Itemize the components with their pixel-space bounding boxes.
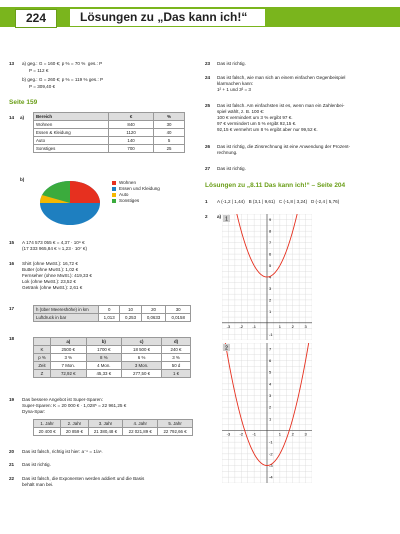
graph-number: 1 xyxy=(225,216,228,223)
table-cell: 240 € xyxy=(162,346,191,354)
table-cell: 0,253 xyxy=(120,314,141,322)
table-cell: 8 % xyxy=(86,354,122,362)
table-cell: 4 Mon. xyxy=(86,362,122,370)
table-cell: 18 500 € xyxy=(122,346,162,354)
task-number: 26 xyxy=(205,144,211,149)
table-cell: 40 xyxy=(154,129,185,137)
air-pressure-table xyxy=(33,305,191,322)
task-number: 13 xyxy=(9,61,15,66)
y-tick-label: -1 xyxy=(269,331,273,337)
table-cell: K xyxy=(34,346,51,354)
x-tick-label: 2 xyxy=(291,323,294,329)
table-cell: 22 792,66 € xyxy=(158,428,193,436)
page-header xyxy=(0,0,400,27)
table-cell: Wohnen xyxy=(34,121,109,129)
table-cell: 45,33 € xyxy=(86,370,122,378)
task-text: (17 333 965,84 € ≈ 1,23 · 10⁷ €) xyxy=(22,246,87,251)
task-number: 22 xyxy=(9,476,15,481)
table-header xyxy=(34,338,51,346)
table-cell: 21 380,48 € xyxy=(88,428,123,436)
legend-swatch xyxy=(112,193,116,197)
task-text: Das ist richtig. xyxy=(217,166,246,171)
task-text: Super-Sparen: K = 20 000 € · 1,028⁵ = 22 961,25 € xyxy=(22,403,127,408)
table-header: 1. Jahr xyxy=(34,420,61,428)
task-number: 14 xyxy=(9,115,15,120)
table-cell: p % xyxy=(34,354,51,362)
section-heading: Lösungen zu „8.11 Das kann ich!“ – Seite 204 xyxy=(205,182,346,189)
task-number: 27 xyxy=(205,166,211,171)
task-text: Das ist richtig, die Zinsrechnung ist eine Anwendung der Prozent- xyxy=(217,144,351,149)
task-text: Fernseher (ohne MwSt.): 419,33 € xyxy=(22,273,92,278)
y-tick-label: 7 xyxy=(269,240,272,246)
y-tick-label: 4 xyxy=(269,381,272,387)
table-cell: Zeit xyxy=(34,362,51,370)
y-tick-label: 1 xyxy=(269,416,272,422)
table-cell: 30 xyxy=(166,306,191,314)
page-title: Lösungen zu „Das kann ich!“ xyxy=(70,9,265,26)
task-number: 17 xyxy=(9,306,15,311)
legend-swatch xyxy=(112,199,116,203)
y-tick-label: 5 xyxy=(269,263,272,269)
y-tick-label: -1 xyxy=(269,439,273,445)
x-tick-label: -1 xyxy=(252,431,256,437)
table-header: c) xyxy=(122,338,162,346)
task-text: 97 € vermindert um 5 % ergibt 92,15 €. xyxy=(217,121,297,126)
table-cell: Auto xyxy=(34,137,109,145)
table-header: Luftdruck in bar xyxy=(34,314,99,322)
y-tick-label: -3 xyxy=(269,463,273,468)
table-cell: 30 xyxy=(154,121,185,129)
task-number: 15 xyxy=(9,240,15,245)
task-number: 24 xyxy=(205,75,211,80)
interest-table xyxy=(33,337,191,378)
task-text: Getränk (ohne MwSt.): 2,61 € xyxy=(22,285,83,290)
table-cell: 2500 € xyxy=(51,346,87,354)
savings-table xyxy=(33,419,193,436)
task-text: rechnung. xyxy=(217,150,238,155)
legend-label: Essen und Kleidung xyxy=(119,186,160,191)
task-text: Das ist richtig. xyxy=(217,61,246,66)
x-tick-label: -3 xyxy=(226,323,231,329)
table-header: d) xyxy=(162,338,191,346)
legend-label: Sonstiges xyxy=(119,198,140,203)
table-cell: Z xyxy=(34,370,51,378)
table-cell: 6 % xyxy=(122,354,162,362)
task-text: Lok (ohne MwSt.): 23,52 € xyxy=(22,279,76,284)
table-cell: 3 Mon. xyxy=(122,362,162,370)
task-text: Das ist falsch. Am einfachsten ist es, wenn man ein Zahlenbei- xyxy=(217,103,345,108)
table-cell: 25 xyxy=(154,145,185,153)
section-heading: Seite 159 xyxy=(9,99,38,106)
task-text: A 174 573 055 € = 4,37 · 10⁹ € xyxy=(22,240,85,245)
y-tick-label: 1 xyxy=(269,308,272,314)
legend-label: Wohnen xyxy=(119,180,137,185)
task-text: b) geg.: G = 260 €; p % = 119 % ges.: P xyxy=(22,77,104,82)
table-cell: 1 € xyxy=(162,370,191,378)
table-cell: 0,0633 xyxy=(141,314,166,322)
task-number: 1 xyxy=(205,199,208,204)
pie-slice-wohnen xyxy=(70,181,100,203)
task-text: 92,15 € vermehrt um 8 % ergibt aber nur 99,52 €. xyxy=(217,127,318,132)
table-cell: 0 xyxy=(99,306,120,314)
legend-swatch xyxy=(112,187,116,191)
graph-number: 2 xyxy=(225,345,228,352)
table-cell: 1120 xyxy=(109,129,154,137)
task-text: Das ist falsch, die Exponenten werden addiert und die Basis xyxy=(22,476,145,481)
table-cell: 1,013 xyxy=(99,314,120,322)
table-cell: 700 xyxy=(109,145,154,153)
task-number: 18 xyxy=(9,336,15,341)
task-text: P = 112 € xyxy=(29,68,49,73)
table-cell: 3 % xyxy=(51,354,87,362)
table-cell: 140 xyxy=(109,137,154,145)
table-header: a) xyxy=(51,338,87,346)
table-header: 3. Jahr xyxy=(88,420,123,428)
task-number: 20 xyxy=(9,449,15,454)
y-tick-label: 4 xyxy=(269,274,272,280)
table-cell: 50 d xyxy=(162,362,191,370)
task-text: Dyna-Spar: xyxy=(22,409,46,414)
table-cell: 277,50 € xyxy=(122,370,162,378)
task-number: 16 xyxy=(9,261,15,266)
y-tick-label: 7 xyxy=(269,346,272,352)
y-tick-label: -4 xyxy=(269,474,273,480)
table-cell: 20 400 € xyxy=(34,428,61,436)
page-number: 224 xyxy=(15,9,57,28)
task-text: A (-1,2 | 1,44) B (3,1 | 9,61) C (-1,8 | 3,24) D (-2,4 | 5,76) xyxy=(217,199,340,204)
table-cell: 0,0158 xyxy=(166,314,191,322)
parabola-graph-2 xyxy=(222,343,312,483)
table-header: 5. Jahr xyxy=(158,420,193,428)
y-tick-label: 6 xyxy=(269,358,272,363)
table-cell: 20 859 € xyxy=(61,428,88,436)
table-header: 4. Jahr xyxy=(123,420,158,428)
parabola-graph-1 xyxy=(222,214,312,340)
table-cell: 10 xyxy=(120,306,141,314)
table-header: Bereich xyxy=(34,113,109,121)
task-text: spiel wählt, z. B. 100 €: xyxy=(217,109,265,114)
task-number: 2 xyxy=(205,214,208,219)
x-tick-label: -3 xyxy=(226,431,231,437)
table-header: h (über Meereshöhe) in km xyxy=(34,306,99,314)
table-cell: 840 xyxy=(109,121,154,129)
table-cell: 22 021,89 € xyxy=(123,428,158,436)
table-header: 2. Jahr xyxy=(61,420,88,428)
task-number: 25 xyxy=(205,103,211,108)
task-number: 21 xyxy=(9,462,15,467)
subtask-label: b) xyxy=(20,177,25,182)
x-tick-label: 3 xyxy=(304,323,307,329)
task-text: klarmachen kann: xyxy=(217,81,254,86)
y-tick-label: 2 xyxy=(269,404,272,410)
task-text: 100 € vermindert um 3 % ergibt 97 €. xyxy=(217,115,293,120)
task-text: P = 309,40 € xyxy=(29,84,56,89)
x-tick-label: -2 xyxy=(239,323,244,329)
task-text: Das ist falsch, richtig ist hier: a⁻ⁿ = 1/aⁿ. xyxy=(22,449,103,454)
y-tick-label: 9 xyxy=(269,217,272,223)
task-text: a) geg.: G = 160 €; p % = 70 % ges.: P xyxy=(22,61,103,66)
table-cell: 72,92 € xyxy=(51,370,87,378)
task-text: Das ist richtig. xyxy=(22,462,51,467)
y-tick-label: 3 xyxy=(269,285,272,291)
pie-chart xyxy=(38,174,102,228)
subtask-label: a) xyxy=(20,115,25,120)
table-cell: 20 xyxy=(141,306,166,314)
table-cell: 5 xyxy=(154,137,185,145)
table-cell: 1700 € xyxy=(86,346,122,354)
table-cell: 7 Mon. xyxy=(51,362,87,370)
task-text: behält man bei. xyxy=(22,482,54,487)
task-text: Butter (ohne MwSt.): 1,02 € xyxy=(22,267,79,272)
x-tick-label: 3 xyxy=(304,431,307,437)
y-tick-label: 6 xyxy=(269,251,272,257)
y-tick-label: 2 xyxy=(269,297,272,303)
table-header: b) xyxy=(86,338,122,346)
y-tick-label: 3 xyxy=(269,393,272,398)
pie-legend xyxy=(112,180,160,204)
legend-label: Auto xyxy=(119,192,129,197)
task-number: 19 xyxy=(9,397,15,402)
x-tick-label: 2 xyxy=(291,431,294,437)
table-cell: Sonstiges xyxy=(34,145,109,153)
task-text: 1² + 1 und 3² = 3 xyxy=(217,87,251,92)
budget-table xyxy=(33,112,185,153)
y-tick-label: 5 xyxy=(269,369,272,375)
table-header: € xyxy=(109,113,154,121)
x-tick-label: 1 xyxy=(278,431,281,437)
table-header: % xyxy=(154,113,185,121)
table-cell: Essen & Kleidung xyxy=(34,129,109,137)
table-cell: 3 % xyxy=(162,354,191,362)
y-tick-label: -2 xyxy=(269,451,273,457)
subtask-label: a) xyxy=(217,214,222,219)
task-text: Das bessere Angebot ist Super-Sparen: xyxy=(22,397,103,402)
task-number: 23 xyxy=(205,61,211,66)
x-tick-label: 1 xyxy=(278,323,281,329)
legend-swatch xyxy=(112,181,116,185)
y-tick-label: 8 xyxy=(269,228,272,234)
task-text: Shirt (ohne MwSt.): 16,72 € xyxy=(22,261,78,266)
task-text: Das ist falsch, wie man sich an einem einfachen Gegenbeispiel xyxy=(217,75,346,80)
x-tick-label: -2 xyxy=(239,431,244,437)
x-tick-label: -1 xyxy=(252,323,256,329)
